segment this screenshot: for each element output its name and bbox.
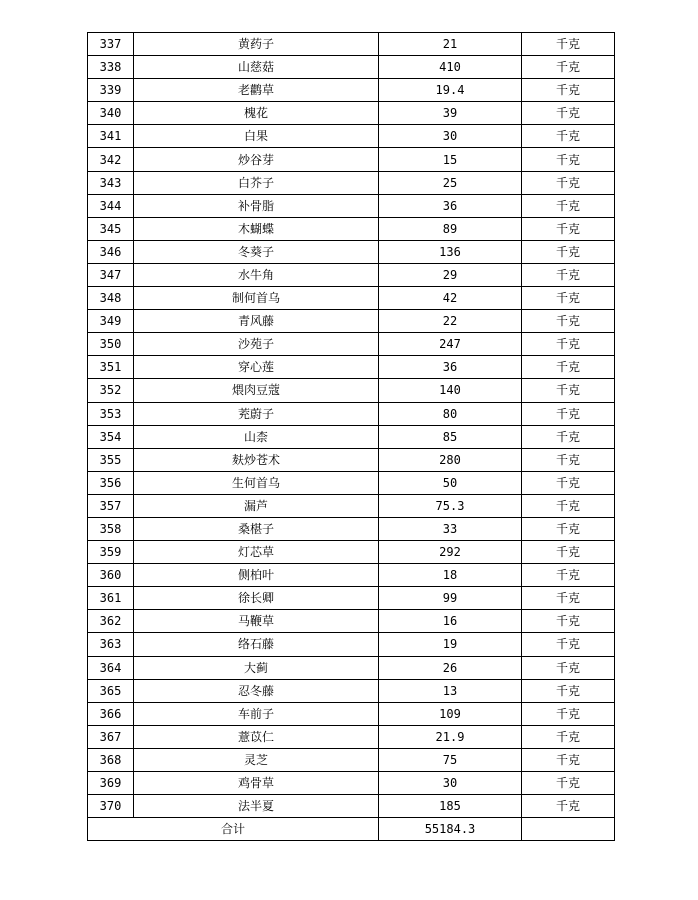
unit: 千克 xyxy=(522,633,615,656)
quantity: 280 xyxy=(379,448,522,471)
row-number: 350 xyxy=(88,333,134,356)
quantity: 85 xyxy=(379,425,522,448)
herb-name: 煨肉豆蔻 xyxy=(134,379,379,402)
herb-name: 茺蔚子 xyxy=(134,402,379,425)
row-number: 349 xyxy=(88,310,134,333)
unit: 千克 xyxy=(522,425,615,448)
row-number: 357 xyxy=(88,494,134,517)
herb-name: 老鹳草 xyxy=(134,79,379,102)
unit: 千克 xyxy=(522,125,615,148)
herb-name: 白果 xyxy=(134,125,379,148)
quantity: 26 xyxy=(379,656,522,679)
table-row xyxy=(88,287,615,310)
table-row xyxy=(88,725,615,748)
document-page xyxy=(87,32,614,841)
herb-name: 车前子 xyxy=(134,702,379,725)
table-row xyxy=(88,633,615,656)
quantity: 410 xyxy=(379,56,522,79)
table-row xyxy=(88,356,615,379)
unit: 千克 xyxy=(522,494,615,517)
quantity: 15 xyxy=(379,148,522,171)
unit: 千克 xyxy=(522,287,615,310)
quantity: 19 xyxy=(379,633,522,656)
row-number: 351 xyxy=(88,356,134,379)
unit: 千克 xyxy=(522,656,615,679)
quantity: 18 xyxy=(379,564,522,587)
unit: 千克 xyxy=(522,679,615,702)
unit: 千克 xyxy=(522,310,615,333)
table-row xyxy=(88,402,615,425)
row-number: 341 xyxy=(88,125,134,148)
unit: 千克 xyxy=(522,748,615,771)
row-number: 346 xyxy=(88,240,134,263)
herb-name: 漏芦 xyxy=(134,494,379,517)
table-row xyxy=(88,33,615,56)
unit: 千克 xyxy=(522,240,615,263)
unit: 千克 xyxy=(522,471,615,494)
unit: 千克 xyxy=(522,333,615,356)
unit: 千克 xyxy=(522,725,615,748)
quantity: 50 xyxy=(379,471,522,494)
table-row xyxy=(88,425,615,448)
row-number: 347 xyxy=(88,263,134,286)
herb-name: 大蓟 xyxy=(134,656,379,679)
unit: 千克 xyxy=(522,587,615,610)
row-number: 366 xyxy=(88,702,134,725)
table-row xyxy=(88,125,615,148)
table-row xyxy=(88,587,615,610)
row-number: 365 xyxy=(88,679,134,702)
quantity: 30 xyxy=(379,125,522,148)
table-row xyxy=(88,240,615,263)
herb-name: 忍冬藤 xyxy=(134,679,379,702)
quantity: 29 xyxy=(379,263,522,286)
table-row xyxy=(88,194,615,217)
row-number: 369 xyxy=(88,772,134,795)
herb-name: 槐花 xyxy=(134,102,379,125)
unit: 千克 xyxy=(522,263,615,286)
quantity: 42 xyxy=(379,287,522,310)
quantity: 36 xyxy=(379,356,522,379)
table-row xyxy=(88,333,615,356)
unit: 千克 xyxy=(522,171,615,194)
herb-name: 生何首乌 xyxy=(134,471,379,494)
unit: 千克 xyxy=(522,56,615,79)
row-number: 361 xyxy=(88,587,134,610)
row-number: 356 xyxy=(88,471,134,494)
row-number: 370 xyxy=(88,795,134,818)
unit: 千克 xyxy=(522,356,615,379)
unit: 千克 xyxy=(522,541,615,564)
herb-name: 薏苡仁 xyxy=(134,725,379,748)
herb-name: 灯芯草 xyxy=(134,541,379,564)
unit: 千克 xyxy=(522,772,615,795)
table-row xyxy=(88,102,615,125)
quantity: 185 xyxy=(379,795,522,818)
row-number: 337 xyxy=(88,33,134,56)
herb-name: 灵芝 xyxy=(134,748,379,771)
herb-name: 桑椹子 xyxy=(134,517,379,540)
herb-name: 麸炒苍术 xyxy=(134,448,379,471)
unit: 千克 xyxy=(522,148,615,171)
unit: 千克 xyxy=(522,79,615,102)
table-row xyxy=(88,541,615,564)
table-row xyxy=(88,310,615,333)
quantity: 39 xyxy=(379,102,522,125)
quantity: 21.9 xyxy=(379,725,522,748)
herb-quantity-table xyxy=(87,32,615,841)
quantity: 13 xyxy=(379,679,522,702)
unit: 千克 xyxy=(522,795,615,818)
herb-name: 补骨脂 xyxy=(134,194,379,217)
quantity: 247 xyxy=(379,333,522,356)
row-number: 344 xyxy=(88,194,134,217)
row-number: 364 xyxy=(88,656,134,679)
table-row xyxy=(88,56,615,79)
herb-name: 制何首乌 xyxy=(134,287,379,310)
row-number: 358 xyxy=(88,517,134,540)
quantity: 36 xyxy=(379,194,522,217)
row-number: 343 xyxy=(88,171,134,194)
unit: 千克 xyxy=(522,564,615,587)
quantity: 25 xyxy=(379,171,522,194)
herb-name: 络石藤 xyxy=(134,633,379,656)
unit: 千克 xyxy=(522,217,615,240)
table-row xyxy=(88,217,615,240)
table-row xyxy=(88,448,615,471)
row-number: 342 xyxy=(88,148,134,171)
table-row xyxy=(88,564,615,587)
herb-name: 冬葵子 xyxy=(134,240,379,263)
row-number: 340 xyxy=(88,102,134,125)
quantity: 136 xyxy=(379,240,522,263)
herb-name: 山慈菇 xyxy=(134,56,379,79)
quantity: 109 xyxy=(379,702,522,725)
row-number: 352 xyxy=(88,379,134,402)
quantity: 22 xyxy=(379,310,522,333)
quantity: 89 xyxy=(379,217,522,240)
herb-name: 沙苑子 xyxy=(134,333,379,356)
row-number: 363 xyxy=(88,633,134,656)
herb-name: 穿心莲 xyxy=(134,356,379,379)
row-number: 345 xyxy=(88,217,134,240)
quantity: 16 xyxy=(379,610,522,633)
table-row xyxy=(88,494,615,517)
unit: 千克 xyxy=(522,610,615,633)
herb-name: 侧柏叶 xyxy=(134,564,379,587)
herb-name: 水牛角 xyxy=(134,263,379,286)
total-row xyxy=(88,818,615,841)
quantity: 99 xyxy=(379,587,522,610)
table-row xyxy=(88,471,615,494)
quantity: 80 xyxy=(379,402,522,425)
table-row xyxy=(88,263,615,286)
total-label: 合计 xyxy=(88,818,379,841)
unit: 千克 xyxy=(522,194,615,217)
table-row xyxy=(88,795,615,818)
table-row xyxy=(88,702,615,725)
row-number: 348 xyxy=(88,287,134,310)
row-number: 368 xyxy=(88,748,134,771)
quantity: 75.3 xyxy=(379,494,522,517)
unit: 千克 xyxy=(522,402,615,425)
unit: 千克 xyxy=(522,702,615,725)
unit: 千克 xyxy=(522,33,615,56)
unit: 千克 xyxy=(522,379,615,402)
table-row xyxy=(88,148,615,171)
quantity: 30 xyxy=(379,772,522,795)
table-row xyxy=(88,171,615,194)
row-number: 367 xyxy=(88,725,134,748)
row-number: 355 xyxy=(88,448,134,471)
table-row xyxy=(88,656,615,679)
row-number: 359 xyxy=(88,541,134,564)
herb-name: 马鞭草 xyxy=(134,610,379,633)
herb-name: 木蝴蝶 xyxy=(134,217,379,240)
table-row xyxy=(88,379,615,402)
herb-name: 青风藤 xyxy=(134,310,379,333)
table-row xyxy=(88,772,615,795)
quantity: 292 xyxy=(379,541,522,564)
herb-name: 法半夏 xyxy=(134,795,379,818)
row-number: 362 xyxy=(88,610,134,633)
herb-name: 徐长卿 xyxy=(134,587,379,610)
quantity: 140 xyxy=(379,379,522,402)
unit: 千克 xyxy=(522,517,615,540)
quantity: 19.4 xyxy=(379,79,522,102)
row-number: 354 xyxy=(88,425,134,448)
table-body xyxy=(88,33,615,841)
herb-name: 白芥子 xyxy=(134,171,379,194)
herb-name: 鸡骨草 xyxy=(134,772,379,795)
row-number: 360 xyxy=(88,564,134,587)
unit: 千克 xyxy=(522,102,615,125)
herb-name: 炒谷芽 xyxy=(134,148,379,171)
herb-name: 山柰 xyxy=(134,425,379,448)
quantity: 21 xyxy=(379,33,522,56)
quantity: 75 xyxy=(379,748,522,771)
table-row xyxy=(88,79,615,102)
row-number: 338 xyxy=(88,56,134,79)
row-number: 353 xyxy=(88,402,134,425)
herb-name: 黄药子 xyxy=(134,33,379,56)
row-number: 339 xyxy=(88,79,134,102)
total-unit xyxy=(522,818,615,841)
total-quantity: 55184.3 xyxy=(379,818,522,841)
table-row xyxy=(88,748,615,771)
table-row xyxy=(88,610,615,633)
unit: 千克 xyxy=(522,448,615,471)
quantity: 33 xyxy=(379,517,522,540)
table-row xyxy=(88,517,615,540)
table-row xyxy=(88,679,615,702)
